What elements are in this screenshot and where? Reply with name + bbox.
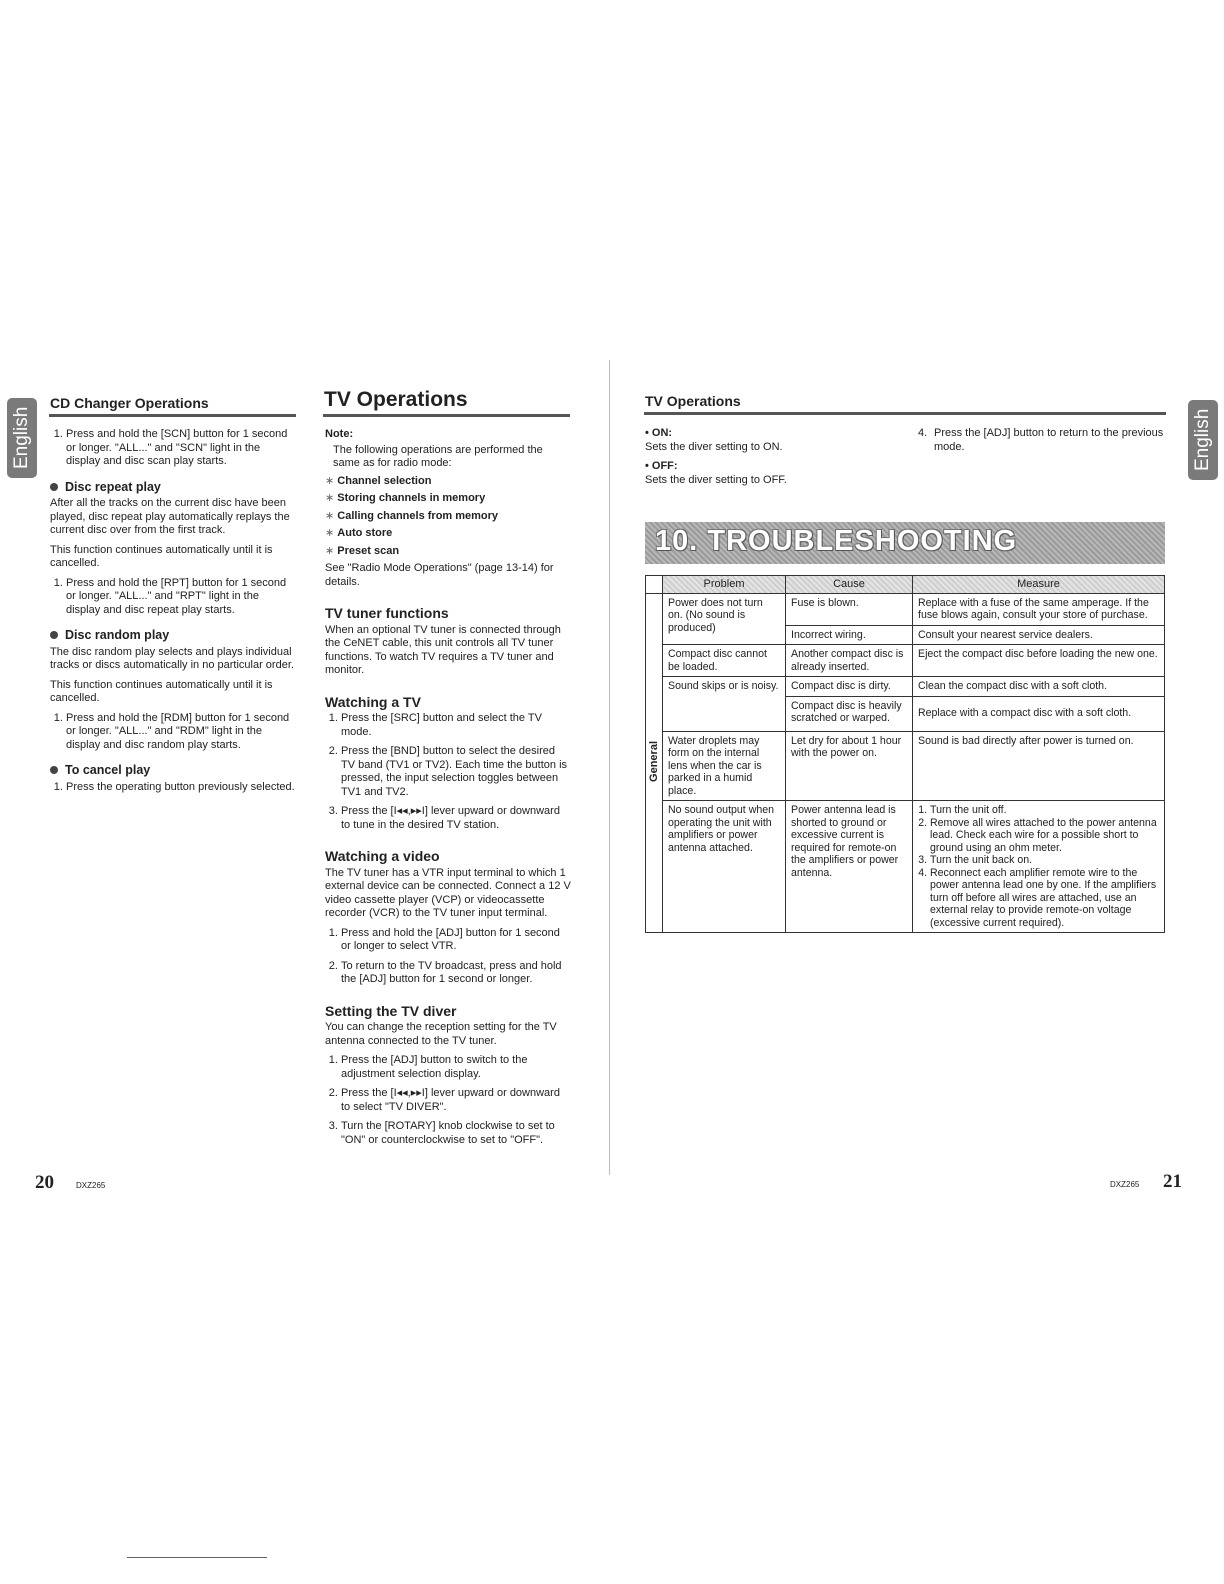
off-label: • OFF: [645,460,678,472]
table-row [646,731,1165,801]
table-row [646,677,1165,697]
page-number-right: 21 [1163,1171,1182,1192]
cause-cell: Another compact disc is already inserted. [786,645,913,677]
step-4-text: Press the [ADJ] button to return to the previous mode. [934,427,1164,453]
random-step-1: 1. Press and hold the [RDM] button for 1 second or longer. "ALL..." and "RDM" light in the display and disc random play starts. [66,712,296,753]
repeat-step-1: 1. Press and hold the [RPT] button for 1 second or longer. "ALL..." and "RPT" light in the display and disc repeat play starts. [66,577,296,618]
note-item: ∗ Auto store [325,527,571,541]
left-column [50,428,296,800]
measure-cell: Consult your nearest service dealers. [913,625,1165,645]
measure-cell: Replace with a compact disc with a soft cloth. [913,696,1165,731]
page-divider [609,360,610,1175]
watching-tv-heading: Watching a TV [325,693,421,710]
disc-repeat-heading: Disc repeat play [50,481,296,495]
cause-cell: Power antenna lead is shorted to ground or excessive current is required for remote-on the amplifiers or power antenna. [786,801,913,933]
note-item: ∗ Calling channels from memory [325,510,571,524]
watch-tv-step: 1. Press the [SRC] button and select the TV mode. [341,712,571,739]
diver-options [645,427,885,493]
see-reference: See "Radio Mode Operations" (page 13-14) for details. [325,562,554,588]
table-header-row [646,576,1165,594]
title-rule [49,414,296,417]
diver-step: 2. Press the [I◂◂,▸▸I] lever upward or downward to select "TV DIVER". [341,1087,571,1114]
header-cause: Cause [786,576,913,594]
note-label: Note: [325,428,354,440]
model-right: DXZ265 [1110,1180,1140,1189]
note-item: ∗ Channel selection [325,475,571,489]
bullet-icon [50,631,58,639]
repeat-text-2: This function continues automatically until it is cancelled. [50,543,273,569]
cancel-play-heading: To cancel play [50,764,296,778]
title-rule [644,412,1166,415]
cause-cell: Incorrect wiring. [786,625,913,645]
header-problem: Problem [663,576,786,594]
cause-cell: Let dry for about 1 hour with the power on. [786,731,913,801]
language-tab-left: English [7,398,37,478]
middle-column [325,428,571,1153]
header-measure: Measure [913,576,1165,594]
troubleshooting-banner: 10. TROUBLESHOOTING [645,522,1165,564]
tuner-text: When an optional TV tuner is connected through the CeNET cable, this unit controls all TV tuner functions. To watch TV requires a TV tuner and monitor. [325,623,561,676]
on-text: Sets the diver setting to ON. [645,440,783,453]
video-text: The TV tuner has a VTR input terminal to which 1 external device can be connected. Connect a 12 V video cassette player (VCP) or videocassette recorder (VCR) to the TV tuner input terminal. [325,866,571,919]
cause-cell: Fuse is blown. [786,593,913,625]
cd-changer-title: CD Changer Operations [50,395,209,411]
tv-tuner-heading: TV tuner functions [325,605,449,621]
on-label: • ON: [645,427,673,439]
measure-cell: Replace with a fuse of the same amperage. If the fuse blows again, consult your store of purchase. [913,593,1165,625]
diver-text: You can change the reception setting for the TV antenna connected to the TV tuner. [325,1021,557,1047]
header-blank [646,576,663,594]
table-row [646,593,1165,625]
language-tab-right: English [1188,400,1218,480]
off-text: Sets the diver setting to OFF. [645,473,787,486]
title-rule [323,414,570,417]
tv-operations-title: TV Operations [324,388,468,411]
measure-cell [913,801,1165,933]
measure-cell: Clean the compact disc with a soft cloth. [913,677,1165,697]
watch-tv-step: 3. Press the [I◂◂,▸▸I] lever upward or downward to tune in the desired TV station. [341,805,571,832]
problem-cell: Sound skips or is noisy. [663,677,786,732]
step-4-number: 4. [918,427,928,439]
tv-diver-heading: Setting the TV diver [325,1002,457,1019]
note-item: ∗ Storing channels in memory [325,492,571,506]
problem-cell: Water droplets may form on the internal lens when the car is parked in a humid place. [663,731,786,801]
repeat-text-1: After all the tracks on the current disc have been played, disc repeat play automatically replays the current disc over from the first track. [50,497,290,536]
troubleshooting-table [645,575,1165,933]
measure-step: 3. Turn the unit back on. [930,854,1159,867]
cause-cell: Compact disc is heavily scratched or warped. [786,696,913,731]
scan-step-1: 1. Press and hold the [SCN] button for 1 second or longer. "ALL..." and "SCN" light in the display and disc scan play starts. [66,428,296,469]
note-item: ∗ Preset scan [325,545,571,559]
note-list [325,475,571,559]
diver-step: 1. Press the [ADJ] button to switch to the adjustment selection display. [341,1054,571,1081]
disc-random-heading: Disc random play [50,629,296,643]
diver-step: 3. Turn the [ROTARY] knob clockwise to set to "ON" or counterclockwise to set to "OFF". [341,1120,571,1147]
group-label: General [646,593,663,933]
measure-cell: Sound is bad directly after power is turned on. [913,731,1165,801]
measure-step: 4. Reconnect each amplifier remote wire to the power antenna lead one by one. If the amplifiers turn off before all wires are attached, use an external relay to provide remote-on voltage (excessive current required). [930,867,1159,930]
video-step: 1. Press and hold the [ADJ] button for 1 second or longer to select VTR. [341,927,571,954]
measure-step: 1. Turn the unit off. [930,804,1159,817]
bullet-icon [50,766,58,774]
problem-cell: No sound output when operating the unit with amplifiers or power antenna attached. [663,801,786,933]
video-step: 2. To return to the TV broadcast, press and hold the [ADJ] button for 1 second or longer. [341,960,571,987]
measure-step: 2. Remove all wires attached to the power antenna lead. Check each wire for a possible short to ground using an ohm meter. [930,817,1159,855]
link-underline[interactable] [127,1557,267,1558]
problem-cell: Compact disc cannot be loaded. [663,645,786,677]
watch-tv-step: 2. Press the [BND] button to select the desired TV band (TV1 or TV2). Each time the button is pressed, the input selection toggles between TV1 and TV2. [341,745,571,799]
right-section-title: TV Operations [645,393,741,409]
step-4 [918,427,1166,454]
model-left: DXZ265 [76,1181,106,1190]
cause-cell: Compact disc is dirty. [786,677,913,697]
random-text-2: This function continues automatically until it is cancelled. [50,678,273,704]
bullet-icon [50,483,58,491]
measure-cell: Eject the compact disc before loading the new one. [913,645,1165,677]
table-row [646,645,1165,677]
note-text: The following operations are performed the same as for radio mode: [333,443,543,469]
random-text-1: The disc random play selects and plays individual tracks or discs automatically in no particular order. [50,645,294,671]
table-row [646,801,1165,933]
cancel-step-1: 1. Press the operating button previously selected. [66,781,296,795]
page-number-left: 20 [35,1172,54,1193]
watching-video-heading: Watching a video [325,848,440,864]
problem-cell: Power does not turn on. (No sound is produced) [663,593,786,645]
